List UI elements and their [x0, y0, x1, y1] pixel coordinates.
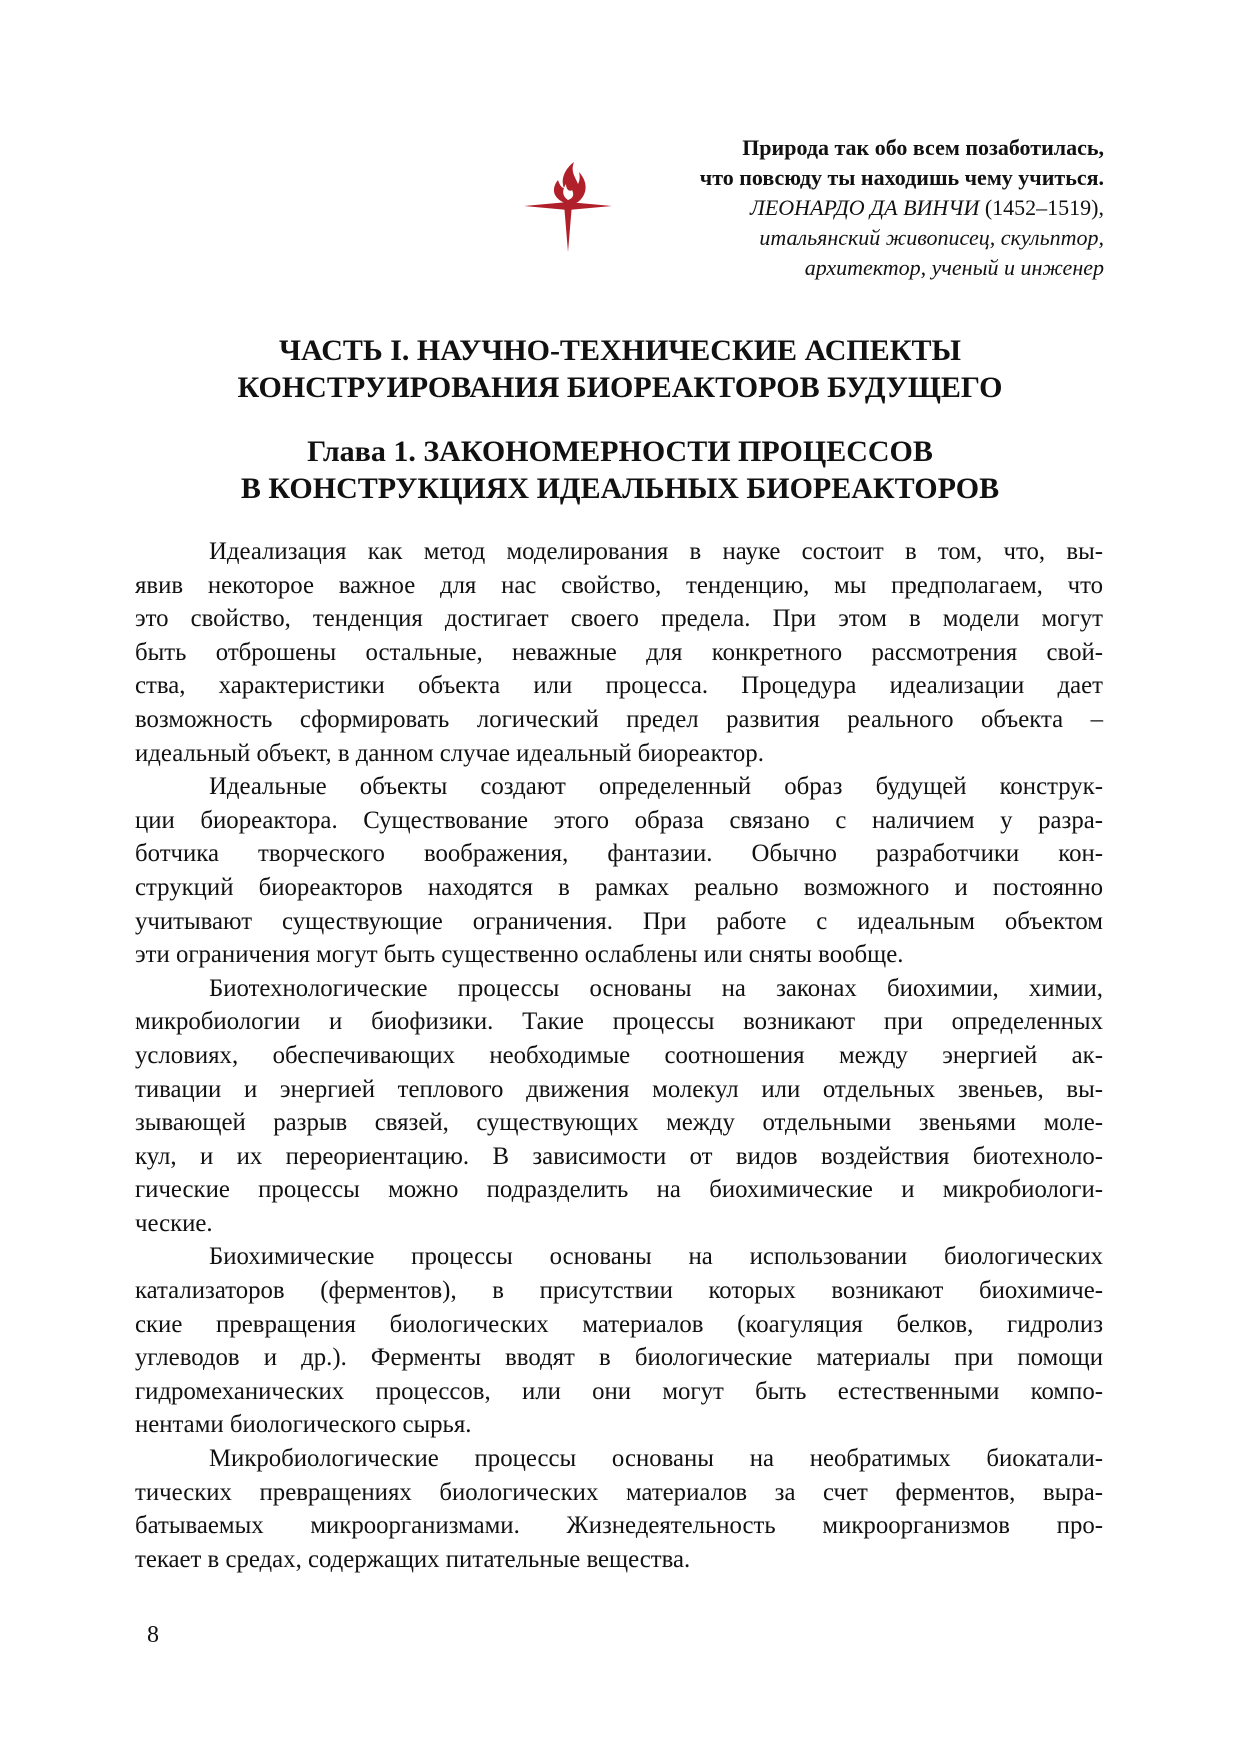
paragraph-line: Идеальные объекты создают определенный образ будущей конструк- — [209, 773, 1103, 801]
paragraph-line: струкций биореакторов находятся в рамках реально возможного и постоянно — [135, 873, 1103, 901]
paragraph-line: Биохимические процессы основаны на использовании биологических — [209, 1243, 1103, 1271]
paragraph-4 — [135, 1240, 1103, 1442]
paragraph-line: Микробиологические процессы основаны на необратимых биокатали- — [209, 1445, 1103, 1473]
epigraph-quote-line-2: что повсюду ты находишь чему учиться. — [699, 165, 1104, 190]
paragraph-line: текает в средах, содержащих питательные вещества. — [135, 1545, 691, 1573]
paragraph-line: тических превращениях биологических материалов за счет ферментов, выра- — [135, 1478, 1103, 1506]
body-text — [135, 535, 1103, 1576]
paragraph-line: углеводов и др.). Ферменты вводят в биологические материалы при помощи — [135, 1344, 1103, 1372]
paragraph-line: Биотехнологические процессы основаны на законах биохимии, химии, — [209, 974, 1103, 1002]
epigraph-years: (1452–1519), — [979, 195, 1104, 220]
flame-emblem-icon — [524, 160, 612, 252]
paragraph-line: Идеализация как метод моделирования в науке состоит в том, что, вы- — [209, 538, 1103, 565]
paragraph-line: ские превращения биологических материалов (коагуляция белков, гидролиз — [135, 1310, 1103, 1338]
paragraph-line: зывающей разрыв связей, существующих между отдельными звеньями моле- — [135, 1109, 1103, 1137]
paragraph-line: кул, и их переориентацию. В зависимости от видов воздействия биотехноло- — [135, 1142, 1103, 1170]
paragraph-line: явив некоторое важное для нас свойство, тенденцию, мы предполагаем, что — [135, 571, 1103, 599]
emblem-star-ray-vertical — [564, 204, 572, 252]
paragraph-line: тивации и энергией теплового движения молекул или отдельных звеньев, вы- — [135, 1075, 1103, 1103]
paragraph-line: идеальный объект, в данном случае идеальный биореактор. — [135, 739, 764, 767]
paragraph-line: ческие. — [135, 1209, 213, 1237]
chapter-title-line-1: Глава 1. ЗАКОНОМЕРНОСТИ ПРОЦЕССОВ — [307, 435, 933, 468]
page-number: 8 — [147, 1622, 159, 1648]
paragraph-line: ства, характеристики объекта или процесса. Процедура идеализации дает — [135, 672, 1103, 700]
paragraph-line: быть отброшены остальные, неважные для конкретного рассмотрения свой- — [135, 638, 1103, 666]
epigraph-author: ЛЕОНАРДО ДА ВИНЧИ — [749, 195, 980, 220]
paragraph-line: микробиологии и биофизики. Такие процессы возникают при определенных — [135, 1008, 1103, 1036]
paragraph-line: нентами биологического сырья. — [135, 1411, 472, 1439]
paragraph-line: батываемых микроорганизмами. Жизнедеятельность микроорганизмов про- — [135, 1512, 1103, 1540]
part-title-line-2: КОНСТРУИРОВАНИЯ БИОРЕАКТОРОВ БУДУЩЕГО — [237, 371, 1003, 404]
paragraph-line: это свойство, тенденция достигает своего предела. При этом в модели могут — [135, 605, 1103, 633]
chapter-title — [130, 433, 1110, 507]
paragraph-1 — [135, 535, 1103, 770]
paragraph-line: возможность сформировать логический предел развития реального объекта – — [135, 705, 1103, 733]
paragraph-line: гические процессы можно подразделить на биохимические и микробиологи- — [135, 1176, 1103, 1204]
paragraph-5 — [135, 1442, 1103, 1576]
chapter-title-line-2: В КОНСТРУКЦИЯХ ИДЕАЛЬНЫХ БИОРЕАКТОРОВ — [240, 472, 1000, 505]
paragraph-line: катализаторов (ферментов), в присутствии которых возникают биохимиче- — [135, 1277, 1103, 1305]
paragraph-line: ботчика творческого воображения, фантазии. Обычно разработчики кон- — [135, 840, 1103, 868]
part-title-line-1: ЧАСТЬ I. НАУЧНО-ТЕХНИЧЕСКИЕ АСПЕКТЫ — [279, 334, 961, 367]
paragraph-2 — [135, 770, 1103, 972]
epigraph-description-line-2: архитектор, ученый и инженер — [804, 255, 1104, 280]
paragraph-line: учитывают существующие ограничения. При работе с идеальным объектом — [135, 907, 1103, 935]
paragraph-line: условиях, обеспечивающих необходимые соотношения между энергией ак- — [135, 1041, 1103, 1069]
epigraph-quote-line-1: Природа так обо всем позаботилась, — [742, 135, 1104, 160]
epigraph-description-line-1: итальянский живописец, скульптор, — [759, 225, 1104, 250]
epigraph-attribution — [600, 193, 1104, 223]
paragraph-line: эти ограничения могут быть существенно ослаблены или сняты вообще. — [135, 941, 904, 969]
paragraph-line: гидромеханических процессов, или они могут быть естественными компо- — [135, 1377, 1103, 1405]
part-title — [130, 332, 1110, 406]
paragraph-3 — [135, 972, 1103, 1241]
epigraph — [600, 133, 1104, 283]
paragraph-line: ции биореактора. Существование этого образа связано с наличием у разра- — [135, 806, 1103, 834]
